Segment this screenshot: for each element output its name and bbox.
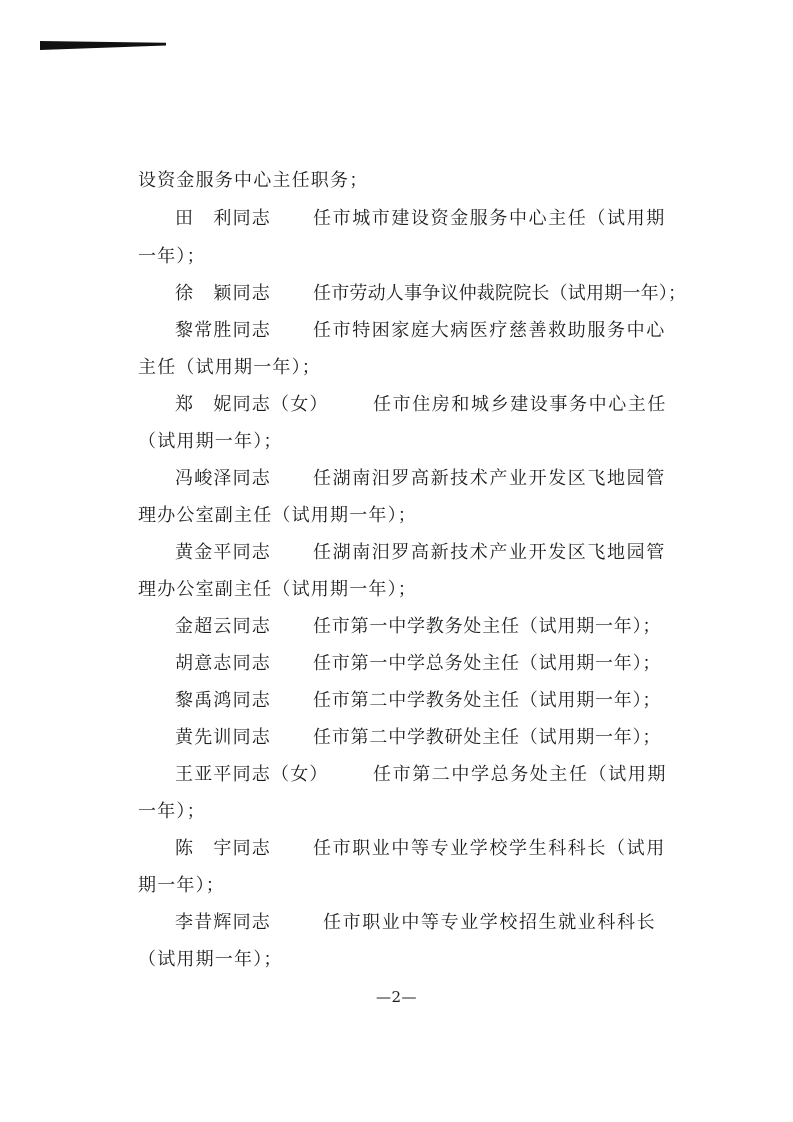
appointee-name: 黄先训同志 [175,727,271,748]
appointment-text: 任市城市建设资金服务中心主任（试用期 [313,208,666,229]
appointment-text: 任市职业中等专业学校招生就业科科长 [323,912,657,933]
appointee-name: 王亚平同志（女） [175,764,329,785]
page-number: —2— [375,988,418,1006]
appointment-text: 任市第二中学总务处主任（试用期 [373,764,667,785]
appointee-name: 黄金平同志 [175,542,271,563]
text-line: 一年）； [138,246,206,267]
appointment-text: 任湖南汨罗高新技术产业开发区飞地园管 [313,468,666,489]
scan-mark [40,41,166,50]
appointment-text: 任市职业中等专业学校学生科科长（试用 [313,838,666,859]
appointment-text: 任市第二中学教务处主任（试用期一年）； [313,690,662,711]
appointment-text: 任市第一中学总务处主任（试用期一年）； [313,653,662,674]
appointment-text: 任市第一中学教务处主任（试用期一年）； [313,616,662,637]
appointee-name: 金超云同志 [175,616,271,637]
appointee-name: 郑 妮同志（女） [175,394,329,415]
appointee-name: 田 利同志 [175,208,271,229]
text-line: （试用期一年）； [138,949,283,970]
appointee-name: 冯峻泽同志 [175,468,271,489]
text-line: 理办公室副主任（试用期一年）； [138,579,417,600]
appointee-name: 徐 颖同志 [175,283,271,304]
text-line: 主任（试用期一年）； [138,357,321,378]
appointee-name: 李昔辉同志 [175,912,271,933]
text-line: 期一年）； [138,875,225,896]
appointee-name: 胡意志同志 [175,653,271,674]
text-line: （试用期一年）； [138,431,283,452]
appointee-name: 黎常胜同志 [175,320,271,341]
appointment-text: 任市劳动人事争议仲裁院院长（试用期一年）； [313,283,687,304]
appointee-name: 黎禹鸿同志 [175,690,271,711]
appointment-text: 任市第二中学教研处主任（试用期一年）； [313,727,662,748]
text-line: 一年）； [138,801,206,822]
appointment-text: 任市特困家庭大病医疗慈善救助服务中心 [313,320,666,341]
appointee-name: 陈 宇同志 [175,838,271,859]
appointment-text: 任湖南汨罗高新技术产业开发区飞地园管 [313,542,666,563]
text-line: 理办公室副主任（试用期一年）； [138,505,417,526]
text-line: 设资金服务中心主任职务； [138,170,369,191]
appointment-text: 任市住房和城乡建设事务中心主任 [373,394,667,415]
